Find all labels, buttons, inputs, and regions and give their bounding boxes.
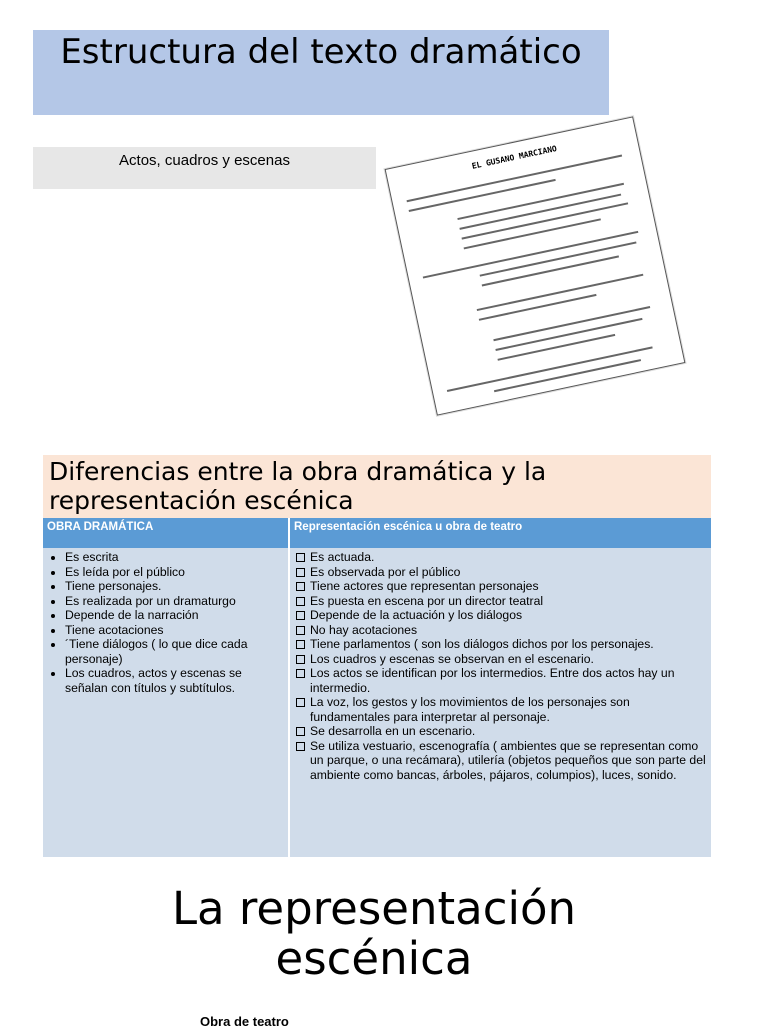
footer-text: Obra de teatro (200, 1014, 289, 1029)
representacion-cell (289, 548, 711, 857)
column-header-representacion: Representación escénica u obra de teatro (289, 518, 711, 548)
list-item: Los actos se identifican por los intermedios. Entre dos actos hay un intermedio. (310, 666, 707, 695)
list-item: • Es leída por el público (65, 565, 284, 580)
list-item: • Es realizada por un dramaturgo (65, 594, 284, 609)
list-item: No hay acotaciones (310, 623, 707, 638)
list-item: • Tiene acotaciones (65, 623, 284, 638)
representacion-list (294, 550, 707, 782)
obra-dramatica-list (47, 550, 284, 695)
page-title: Estructura del texto dramático (33, 30, 609, 115)
list-item: Se utiliza vestuario, escenografía ( ambientes que se representan como un parque, o una recámara), utilería (objetos pequeños que son parte del ambiente como bancas, árboles, pájaros, columpios), luces, sonido. (310, 738, 706, 782)
script-heading: EL GUSANO MARCIANO (470, 144, 558, 171)
list-item: Es observada por el público (310, 565, 707, 580)
list-item: Se desarrolla en un escenario. (310, 724, 707, 739)
list-item: Los cuadros y escenas se observan en el escenario. (310, 652, 707, 667)
list-item: Es puesta en escena por un director teatral (310, 594, 707, 609)
differences-table (43, 518, 711, 857)
section-title: La representación escénica (171, 882, 577, 985)
list-item: • Tiene personajes. (65, 579, 284, 594)
column-header-obra-dramatica: OBRA DRAMÁTICA (43, 518, 289, 548)
script-image (385, 116, 686, 415)
differences-title: Diferencias entre la obra dramática y la representación escénica (43, 455, 711, 518)
list-item: • ´Tiene diálogos ( lo que dice cada personaje) (65, 637, 284, 666)
obra-dramatica-cell (43, 548, 289, 857)
list-item: Tiene parlamentos ( son los diálogos dichos por los personajes. (310, 637, 707, 652)
list-item: • Los cuadros, actos y escenas se señalan con títulos y subtítulos. (65, 666, 284, 695)
list-item: Es actuada. (310, 550, 707, 565)
list-item: • Es escrita (65, 550, 284, 565)
list-item: Tiene actores que representan personajes (310, 579, 707, 594)
list-item: Depende de la actuación y los diálogos (310, 608, 707, 623)
list-item: La voz, los gestos y los movimientos de los personajes son fundamentales para interpretar al personaje. (310, 695, 707, 724)
list-item: • Depende de la narración (65, 608, 284, 623)
subtitle: Actos, cuadros y escenas (33, 147, 376, 189)
